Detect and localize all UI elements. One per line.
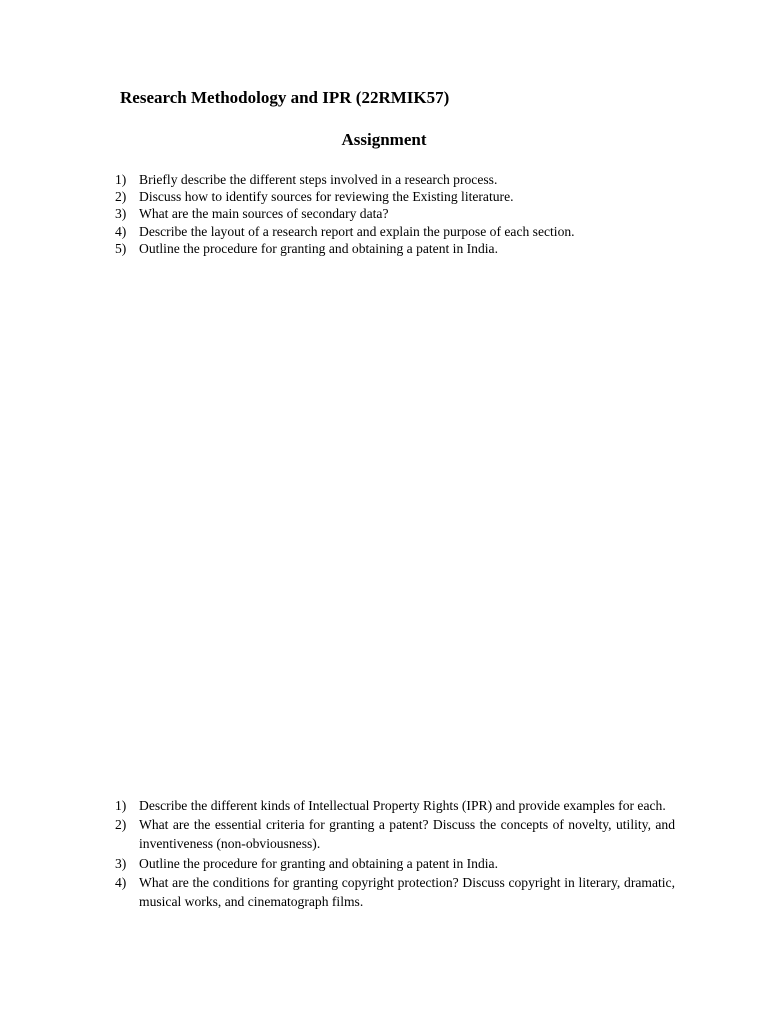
item-text: Outline the procedure for granting and obtaining a patent in India. (139, 240, 498, 256)
item-text: Discuss how to identify sources for reviewing the Existing literature. (139, 189, 514, 205)
list-item (115, 188, 675, 205)
list-item (115, 240, 675, 257)
item-number: 4) (115, 223, 127, 239)
item-number: 2) (115, 817, 127, 833)
item-number: 5) (115, 240, 127, 256)
item-number: 2) (115, 189, 127, 205)
item-number: 4) (115, 874, 127, 890)
item-number: 3) (115, 206, 127, 222)
list-item (115, 223, 675, 240)
question-list-a (115, 171, 675, 257)
item-number: 1) (115, 172, 127, 187)
list-item (115, 815, 675, 853)
item-text: Briefly describe the different steps involved in a research process. (139, 172, 498, 187)
list-item (115, 796, 675, 815)
question-list-b (115, 796, 675, 911)
list-item (115, 854, 675, 873)
item-number: 1) (115, 798, 127, 813)
list-item (115, 171, 675, 188)
item-text: What are the conditions for granting copyright protection? Discuss copyright in literary, dramatic, musical works, and cinematograph films. (139, 874, 675, 910)
list-item (115, 873, 675, 911)
item-number: 3) (115, 855, 127, 871)
item-text: What are the main sources of secondary data? (139, 206, 389, 222)
item-text: Describe the layout of a research report and explain the purpose of each section. (139, 223, 575, 239)
document-subtitle: Assignment (341, 130, 427, 149)
document-title: Research Methodology and IPR (22RMIK57) (120, 88, 450, 107)
item-text: Describe the different kinds of Intellectual Property Rights (IPR) and provide examples for each. (139, 798, 666, 813)
item-text: Outline the procedure for granting and obtaining a patent in India. (139, 855, 498, 871)
item-text: What are the essential criteria for granting a patent? Discuss the concepts of novelty, utility, and inventiveness (non-obviousness). (139, 817, 675, 852)
list-item (115, 205, 675, 222)
